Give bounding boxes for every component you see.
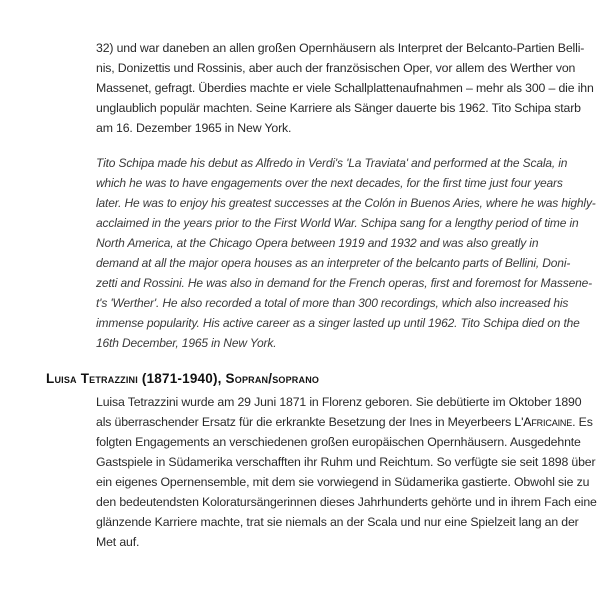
text-line: Gastspiele in Südamerika verschafften ihr Ruhm und Reichtum. So verfügte sie seit 1898 über: [96, 455, 596, 469]
text-run: . Es: [572, 415, 593, 429]
section-heading-tetrazzini: Luisa Tetrazzini (1871-1940), Sopran/soprano: [46, 371, 320, 386]
text-line: Met auf.: [96, 535, 140, 549]
text-line: t's 'Werther'. He also recorded a total of more than 300 recordings, which also increased his: [96, 296, 569, 310]
text-line: glänzende Karriere machte, trat sie niemals an der Scala und nur eine Spielzeit lang an der: [96, 515, 579, 529]
text-line: unglaublich populär machten. Seine Karriere als Sänger dauerte bis 1962. Tito Schipa starb: [96, 101, 581, 115]
schipa-german-paragraph: [96, 38, 594, 138]
text-line: 32) und war daneben an allen großen Opernhäusern als Interpret der Belcanto-Partien Belli-: [96, 41, 585, 55]
text-line: immense popularity. His active career as a singer lasted up until 1962. Tito Schipa died on the: [96, 316, 580, 330]
text-line: Luisa Tetrazzini wurde am 29 Juni 1871 in Florenz geboren. Sie debütierte im Oktober 1890: [96, 395, 582, 409]
text-line: acclaimed in the years prior to the First World War. Schipa sang for a lengthy period of time in: [96, 216, 579, 230]
text-line: which he was to have engagements over the next decades, for the first time just four years: [96, 176, 563, 190]
text-line: North America, at the Chicago Opera between 1919 and 1932 and was also greatly in: [96, 236, 539, 250]
text-line: ein eigenes Opernensemble, mit dem sie vorwiegend in Südamerika gastierte. Obwohl sie zu: [96, 475, 590, 489]
text-line: later. He was to enjoy his greatest successes at the Colón in Buenos Aries, where he was highly-: [96, 196, 596, 210]
text-line: demand at all the major opera houses as an interpreter of the belcanto parts of Bellini, Doni-: [96, 256, 571, 270]
text-line: nis, Donizettis und Rossinis, aber auch der französischen Oper, vor allem des Werther von: [96, 61, 576, 75]
text-line: am 16. Dezember 1965 in New York.: [96, 121, 292, 135]
text-line: folgten Engagements an verschiedenen großen europäischen Opernhäusern. Ausgedehnte: [96, 435, 581, 449]
text-line: Tito Schipa made his debut as Alfredo in Verdi's 'La Traviata' and performed at the Scala, in: [96, 156, 568, 170]
text-line: den bedeutendsten Koloratursängerinnen dieses Jahrhunderts gehörte und in ihrem Fach eine: [96, 495, 597, 509]
text-line: Massenet, gefragt. Überdies machte er viele Schallplattenaufnahmen – mehr als 300 – die ihn: [96, 81, 594, 95]
text-line: 16th December, 1965 in New York.: [96, 336, 277, 350]
opera-title: L'Africaine: [514, 415, 573, 429]
text-line: zetti and Rossini. He was also in demand for the French operas, first and foremost for Massene-: [96, 276, 592, 290]
text-line: [96, 412, 593, 432]
tetrazzini-german-paragraph: [96, 392, 597, 552]
schipa-english-paragraph: [96, 153, 596, 353]
text-run: als überraschender Ersatz für die erkrankte Besetzung der Ines in Meyerbeers: [96, 415, 515, 429]
